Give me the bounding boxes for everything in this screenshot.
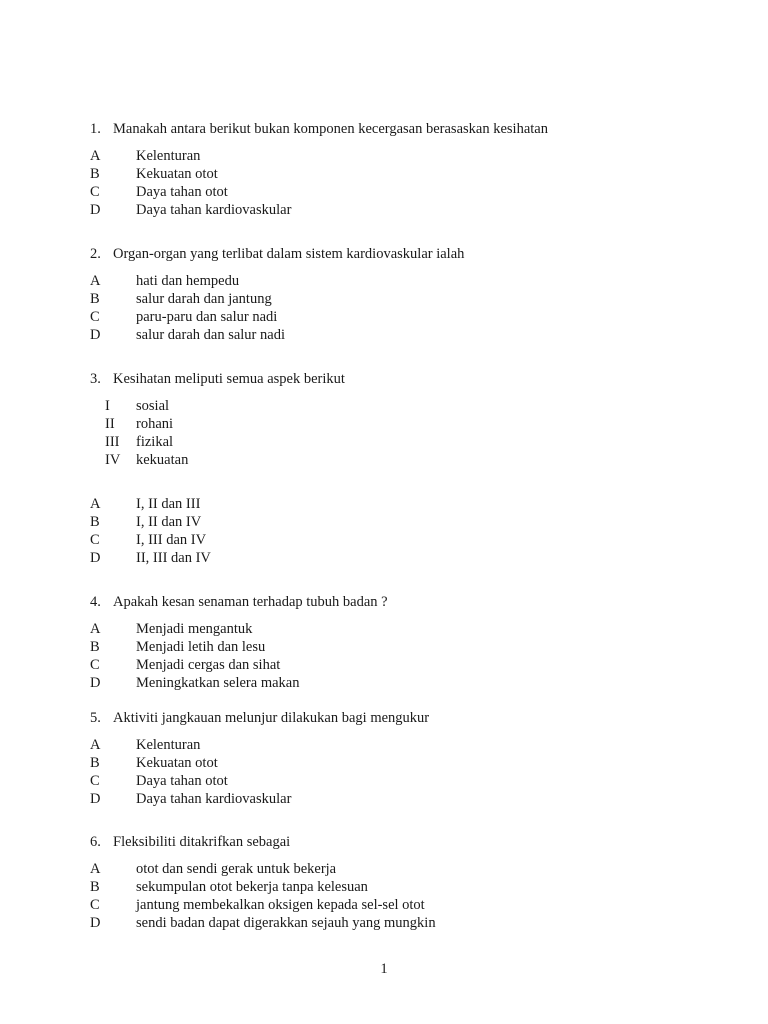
statement-numeral: II [105, 416, 115, 432]
page-number: 1 [380, 961, 388, 977]
question-2 [90, 245, 730, 344]
question-stem [90, 245, 730, 263]
statement-numeral: IV [105, 452, 121, 468]
option-a [90, 736, 730, 754]
option-letter: D [90, 550, 101, 566]
option-text: Menjadi letih dan lesu [136, 639, 266, 655]
option-letter: B [90, 514, 100, 530]
option-text: Daya tahan kardiovaskular [136, 202, 292, 218]
question-text: Organ-organ yang terlibat dalam sistem kardiovaskular ialah [113, 246, 465, 262]
option-letter: C [90, 532, 100, 548]
option-letter: D [90, 327, 101, 343]
question-3 [90, 370, 730, 567]
option-letter: B [90, 755, 100, 771]
option-letter: A [90, 621, 101, 637]
option-b [90, 290, 730, 308]
option-text: Menjadi mengantuk [136, 621, 253, 637]
question-text: Kesihatan meliputi semua aspek berikut [113, 371, 345, 387]
option-text: Kelenturan [136, 148, 201, 164]
option-letter: B [90, 166, 100, 182]
spacer [90, 469, 730, 495]
option-letter: D [90, 675, 101, 691]
option-text: salur darah dan salur nadi [136, 327, 285, 343]
option-letter: C [90, 184, 100, 200]
option-letter: A [90, 148, 101, 164]
option-c [90, 531, 730, 549]
option-b [90, 878, 730, 896]
option-letter: A [90, 737, 101, 753]
question-number: 3. [90, 371, 101, 387]
option-letter: D [90, 791, 101, 807]
statement-numeral: III [105, 434, 120, 450]
option-d [90, 549, 730, 567]
option-text: Daya tahan otot [136, 184, 228, 200]
option-text: Meningkatkan selera makan [136, 675, 300, 691]
option-d [90, 914, 730, 932]
option-text: I, II dan III [136, 496, 201, 512]
option-letter: B [90, 879, 100, 895]
option-letter: C [90, 773, 100, 789]
option-letter: A [90, 273, 101, 289]
option-text: sendi badan dapat digerakkan sejauh yang mungkin [136, 915, 436, 931]
option-a [90, 495, 730, 513]
option-c [90, 772, 730, 790]
option-c [90, 308, 730, 326]
question-number: 6. [90, 834, 101, 850]
option-text: Kekuatan otot [136, 755, 218, 771]
option-letter: A [90, 861, 101, 877]
option-b [90, 513, 730, 531]
statement-iv [90, 451, 730, 469]
statement-text: rohani [136, 416, 174, 432]
option-a [90, 147, 730, 165]
option-letter: C [90, 309, 100, 325]
question-number: 5. [90, 710, 101, 726]
question-4 [90, 593, 730, 692]
question-stem [90, 833, 730, 851]
option-a [90, 272, 730, 290]
option-text: hati dan hempedu [136, 273, 240, 289]
option-text: Menjadi cergas dan sihat [136, 657, 281, 673]
question-text: Aktiviti jangkauan melunjur dilakukan bagi mengukur [113, 710, 430, 726]
option-text: I, II dan IV [136, 514, 202, 530]
option-d [90, 326, 730, 344]
question-text: Manakah antara berikut bukan komponen kecergasan berasaskan kesihatan [113, 121, 548, 137]
option-b [90, 638, 730, 656]
question-stem [90, 593, 730, 611]
question-1 [90, 120, 730, 219]
question-stem [90, 120, 730, 138]
option-b [90, 754, 730, 772]
option-a [90, 620, 730, 638]
option-c [90, 656, 730, 674]
question-number: 4. [90, 594, 101, 610]
option-text: sekumpulan otot bekerja tanpa kelesuan [136, 879, 368, 895]
question-6 [90, 833, 730, 932]
option-letter: B [90, 291, 100, 307]
option-text: Kekuatan otot [136, 166, 218, 182]
question-text: Fleksibiliti ditakrifkan sebagai [113, 834, 291, 850]
question-5 [90, 709, 730, 808]
option-d [90, 674, 730, 692]
option-text: paru-paru dan salur nadi [136, 309, 278, 325]
statement-iii [90, 433, 730, 451]
option-d [90, 790, 730, 808]
option-letter: C [90, 897, 100, 913]
question-stem [90, 709, 730, 727]
statement-ii [90, 415, 730, 433]
option-c [90, 183, 730, 201]
option-text: otot dan sendi gerak untuk bekerja [136, 861, 337, 877]
statement-i [90, 397, 730, 415]
option-text: Daya tahan otot [136, 773, 228, 789]
option-d [90, 201, 730, 219]
question-text: Apakah kesan senaman terhadap tubuh badan ? [113, 594, 388, 610]
question-number: 1. [90, 121, 101, 137]
option-text: salur darah dan jantung [136, 291, 272, 307]
option-b [90, 165, 730, 183]
statement-text: sosial [136, 398, 170, 414]
option-letter: A [90, 496, 101, 512]
option-letter: C [90, 657, 100, 673]
option-c [90, 896, 730, 914]
option-text: I, III dan IV [136, 532, 207, 548]
option-text: II, III dan IV [136, 550, 211, 566]
statement-text: kekuatan [136, 452, 189, 468]
statement-numeral: I [105, 398, 110, 414]
option-text: Daya tahan kardiovaskular [136, 791, 292, 807]
option-a [90, 860, 730, 878]
question-number: 2. [90, 246, 101, 262]
option-text: jantung membekalkan oksigen kepada sel-sel otot [136, 897, 425, 913]
question-stem [90, 370, 730, 388]
option-text: Kelenturan [136, 737, 201, 753]
statement-text: fizikal [136, 434, 174, 450]
option-letter: D [90, 915, 101, 931]
option-letter: B [90, 639, 100, 655]
option-letter: D [90, 202, 101, 218]
